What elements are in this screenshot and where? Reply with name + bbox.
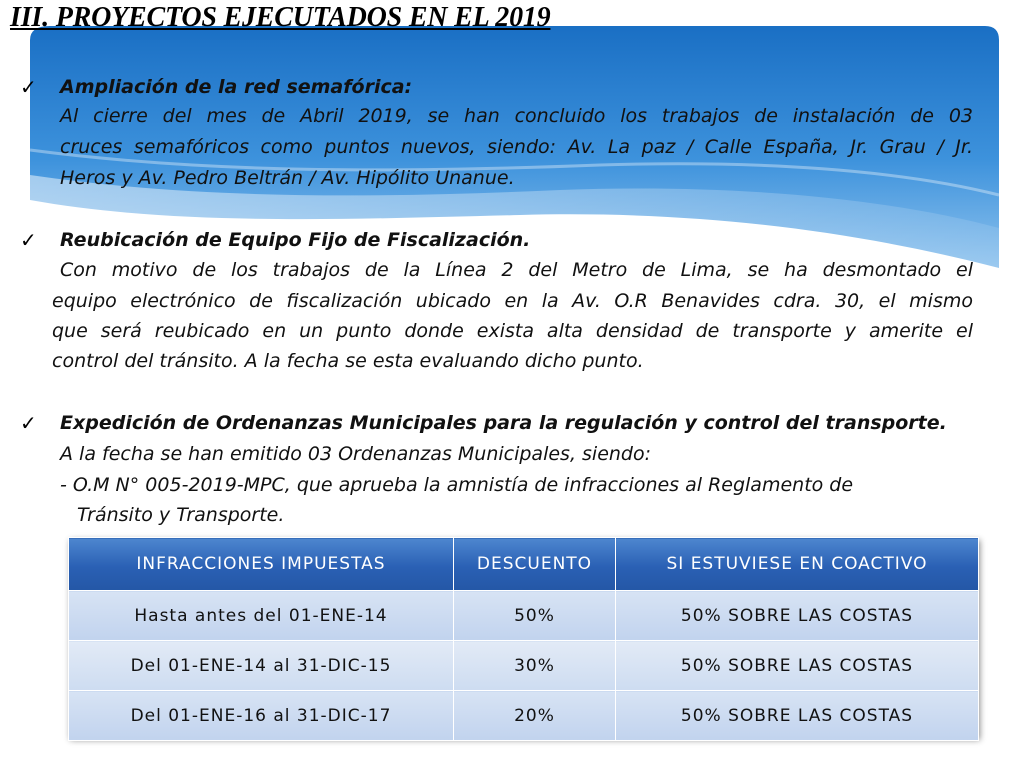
section-text-line: A la fecha se han emitido 03 Ordenanzas Municipales, siendo:	[60, 443, 652, 465]
section-text-line: Al cierre del mes de Abril 2019, se han concluido los trabajos de instalación de 03	[60, 105, 973, 127]
table-cell: 50% SOBRE LAS COSTAS	[616, 691, 979, 741]
table-cell: 50% SOBRE LAS COSTAS	[616, 641, 979, 691]
section-text-line: Tránsito y Transporte.	[77, 504, 285, 526]
section-heading-semaforos: Ampliación de la red semafórica:	[60, 76, 413, 98]
section-text-line: Con motivo de los trabajos de la Línea 2 del Metro de Lima, se ha desmontado el	[60, 259, 973, 281]
amnistia-table	[68, 537, 978, 737]
section-heading-reubicacion: Reubicación de Equipo Fijo de Fiscalización.	[60, 229, 531, 251]
table-row	[69, 591, 979, 641]
table-cell: 30%	[454, 641, 616, 691]
page-title: III. PROYECTOS EJECUTADOS EN EL 2019	[10, 2, 551, 33]
checkmark-icon: ✓	[20, 228, 37, 252]
section-heading-ordenanzas: Expedición de Ordenanzas Municipales para la regulación y control del transporte.	[60, 412, 947, 434]
table-cell: 50% SOBRE LAS COSTAS	[616, 591, 979, 641]
table-cell: Del 01-ENE-14 al 31-DIC-15	[69, 641, 454, 691]
table-header-row	[69, 538, 979, 591]
table-cell: 20%	[454, 691, 616, 741]
column-header: DESCUENTO	[454, 538, 616, 591]
section-text-line: - O.M N° 005-2019-MPC, que aprueba la amnistía de infracciones al Reglamento de	[60, 474, 854, 496]
checkmark-icon: ✓	[20, 411, 37, 435]
checkmark-icon: ✓	[20, 75, 37, 99]
section-text-line: control del tránsito. A la fecha se esta evaluando dicho punto.	[52, 350, 644, 372]
section-text-line: equipo electrónico de fiscalización ubicado en la Av. O.R Benavides cdra. 30, el mismo	[52, 290, 973, 312]
table-cell: Del 01-ENE-16 al 31-DIC-17	[69, 691, 454, 741]
table-row	[69, 691, 979, 741]
column-header: SI ESTUVIESE EN COACTIVO	[616, 538, 979, 591]
section-text-line: cruces semafóricos como puntos nuevos, siendo: Av. La paz / Calle España, Jr. Grau / Jr.	[60, 136, 973, 158]
section-text-line: que será reubicado en un punto donde exista alta densidad de transporte y amerite el	[52, 320, 973, 342]
table-cell: Hasta antes del 01-ENE-14	[69, 591, 454, 641]
table-row	[69, 641, 979, 691]
table-cell: 50%	[454, 591, 616, 641]
section-text-line: Heros y Av. Pedro Beltrán / Av. Hipólito Unanue.	[60, 167, 515, 189]
column-header: INFRACCIONES IMPUESTAS	[69, 538, 454, 591]
